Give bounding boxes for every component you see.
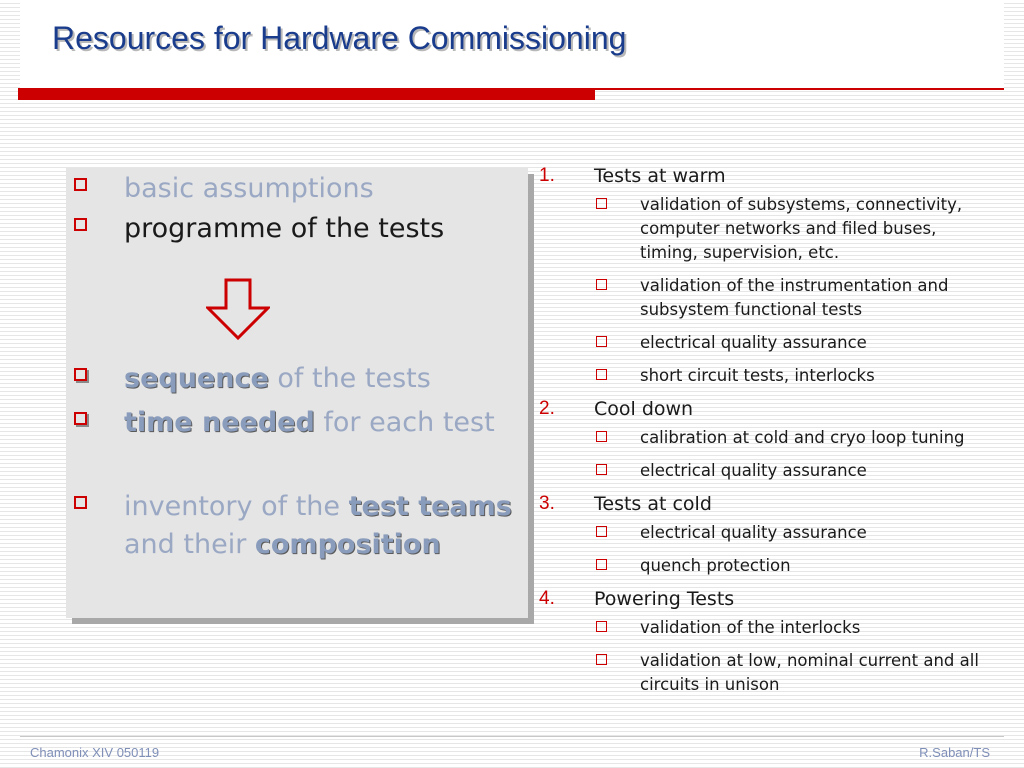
bullet-time-needed (74, 404, 514, 442)
sub-bullet-list (536, 422, 996, 488)
square-bullet-icon (596, 464, 607, 475)
square-bullet-icon (74, 218, 87, 231)
bullet-inventory-of-test-teams (74, 488, 514, 564)
square-bullet-icon (74, 368, 87, 381)
sub-bullet-item (640, 455, 996, 488)
title-underline-line (595, 88, 1004, 90)
sub-bullet-item (640, 517, 996, 550)
sub-bullet-item (640, 327, 996, 360)
sub-bullet-item (640, 550, 996, 583)
section-powering-tests (536, 583, 996, 702)
bullet-programme-of-tests (74, 210, 514, 248)
square-bullet-icon (596, 526, 607, 537)
bullet-text: basic assumptions (124, 173, 374, 204)
section-title: Tests at cold (594, 493, 712, 515)
section-header (536, 160, 996, 189)
sub-bullet-text: calibration at cold and cryo loop tuning (640, 428, 965, 447)
square-bullet-icon (596, 431, 607, 442)
section-title: Tests at warm (594, 165, 726, 187)
sub-bullet-text: validation of the interlocks (640, 618, 861, 637)
sub-bullet-list (536, 612, 996, 702)
slide-title: Resources for Hardware Commissioning (52, 20, 627, 56)
square-bullet-icon (74, 496, 87, 509)
title-area (20, 0, 1004, 88)
sub-bullet-item (640, 422, 996, 455)
bullet-sequence-of-tests (74, 360, 514, 398)
sub-bullet-text: validation of the instrumentation and subsystem functional tests (640, 276, 949, 319)
sub-bullet-text: validation of subsystems, connectivity, computer networks and filed buses, timing, supervision, etc. (640, 195, 963, 262)
sub-bullet-item (640, 612, 996, 645)
square-bullet-icon (596, 621, 607, 632)
sub-bullet-item (640, 360, 996, 393)
title-underline-bar (18, 88, 595, 100)
square-bullet-icon (596, 336, 607, 347)
square-bullet-icon (596, 369, 607, 380)
sub-bullet-text: electrical quality assurance (640, 461, 867, 480)
section-number: 3. (539, 493, 555, 514)
section-title: Cool down (594, 398, 694, 420)
plain-text: of the tests (268, 363, 431, 394)
bullet-text: programme of the tests (124, 213, 445, 244)
section-number: 2. (539, 398, 555, 419)
square-bullet-icon (596, 559, 607, 570)
section-number: 1. (539, 165, 555, 186)
section-number: 4. (539, 588, 555, 609)
sub-bullet-text: electrical quality assurance (640, 333, 867, 352)
sub-bullet-item (640, 270, 996, 327)
square-bullet-icon (596, 279, 607, 290)
bullet-text (124, 404, 514, 442)
bullet-text (124, 360, 514, 398)
section-header (536, 393, 996, 422)
footer-divider (20, 736, 1004, 737)
plain-text: inventory of the (124, 491, 349, 522)
footer-event-label: Chamonix XIV 050119 (30, 745, 160, 760)
sub-bullet-list (536, 517, 996, 583)
sub-bullet-text: short circuit tests, interlocks (640, 366, 875, 385)
emphasis-text: sequence (124, 363, 269, 394)
down-arrow-icon (206, 278, 270, 342)
section-cool-down (536, 393, 996, 488)
square-bullet-icon (74, 178, 87, 191)
emphasis-text: test teams (348, 491, 512, 522)
sub-bullet-text: electrical quality assurance (640, 523, 867, 542)
sub-bullet-text: validation at low, nominal current and all circuits in unison (640, 651, 979, 694)
sub-bullet-item (640, 189, 996, 270)
square-bullet-icon (74, 412, 87, 425)
square-bullet-icon (596, 654, 607, 665)
sub-bullet-item (640, 645, 996, 702)
plain-text: and their (124, 529, 255, 560)
section-header (536, 488, 996, 517)
section-title: Powering Tests (594, 588, 735, 610)
section-header (536, 583, 996, 612)
emphasis-text: composition (254, 529, 441, 560)
test-sequence-list (536, 160, 996, 702)
bullet-text (124, 488, 514, 564)
bullet-basic-assumptions (74, 170, 514, 208)
sub-bullet-text: quench protection (640, 556, 791, 575)
left-panel (66, 168, 528, 618)
section-tests-at-warm (536, 160, 996, 393)
plain-text: for each test (314, 407, 495, 438)
sub-bullet-list (536, 189, 996, 393)
square-bullet-icon (596, 198, 607, 209)
footer-author-label: R.Saban/TS (919, 745, 990, 760)
section-tests-at-cold (536, 488, 996, 583)
emphasis-text: time needed (124, 407, 315, 438)
